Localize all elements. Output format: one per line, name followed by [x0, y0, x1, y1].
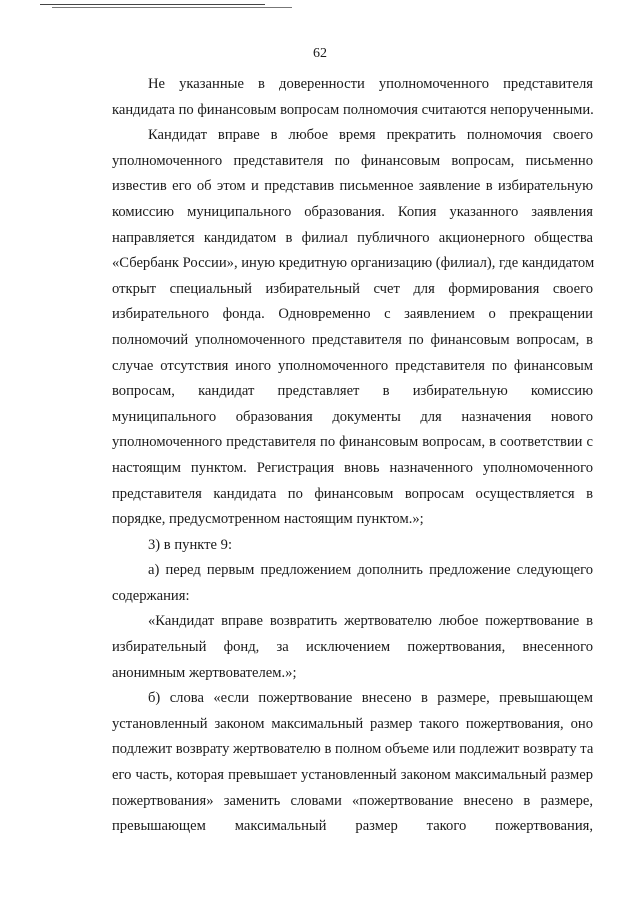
text-line: уполномоченного представителя по финансовым вопросам, письменно: [112, 152, 593, 169]
text-line: вопросам, кандидат представляет в избирательную комиссию: [112, 383, 593, 400]
page-number: 62: [313, 46, 327, 61]
text-line: настоящим пунктом. Регистрация вновь назначенного уполномоченного: [112, 459, 593, 476]
text-line: избирательный фонд, за исключением пожертвования, внесенного: [112, 639, 593, 656]
text-line: представителя кандидата по финансовым вопросам осуществляется в: [112, 485, 593, 502]
text-line: Не указанные в доверенности уполномоченного представителя: [148, 76, 593, 92]
text-line: б) слова «если пожертвование внесено в размере, превышающем: [148, 690, 593, 707]
text-line: подлежит возврату жертвователю в полном объеме или подлежит возврату та: [112, 741, 594, 758]
text-line: комиссию муниципального образования. Копия указанного заявления: [112, 203, 593, 220]
text-line: превышающем максимальный размер такого пожертвования,: [112, 818, 593, 835]
text-line: направляется кандидатом в филиал публичного акционерного общества: [112, 229, 593, 246]
document-body: [112, 72, 593, 840]
text-line: порядке, предусмотренном настоящим пунктом.»;: [112, 511, 424, 528]
text-line: открыт специальный избирательный счет для формирования своего: [112, 280, 593, 297]
text-line: случае отсутствия иного уполномоченного представителя по финансовым: [112, 357, 593, 374]
text-line: а) перед первым предложением дополнить предложение следующего: [148, 562, 593, 579]
text-line: его часть, которая превышает установленный законом максимальный размер: [112, 767, 593, 784]
text-line: уполномоченного представителя по финансовым вопросам, в соответствии с: [112, 434, 593, 451]
text-line: установленный законом максимальный размер такого пожертвования, оно: [112, 715, 593, 732]
text-line: кандидата по финансовым вопросам полномочия считаются непорученными.: [112, 101, 594, 118]
text-line: муниципального образования документы для назначения нового: [112, 408, 593, 425]
header-rule: [40, 4, 265, 5]
text-line: «Сбербанк России», иную кредитную организацию (филиал), где кандидатом: [112, 255, 595, 272]
text-line: избирательного фонда. Одновременно с заявлением о прекращении: [112, 306, 593, 323]
text-line: анонимным жертвователем.»;: [112, 664, 297, 681]
text-line: известив его об этом и представив письменное заявление в избирательную: [112, 178, 593, 195]
text-line: полномочий уполномоченного представителя по финансовым вопросам, в: [112, 331, 593, 348]
text-line: 3) в пункте 9:: [148, 536, 233, 553]
text-line: Кандидат вправе в любое время прекратить полномочия своего: [148, 127, 593, 144]
text-line: содержания:: [112, 587, 190, 604]
text-line: пожертвования» заменить словами «пожертвование внесено в размере,: [112, 792, 593, 809]
text-line: «Кандидат вправе возвратить жертвователю любое пожертвование в: [148, 613, 593, 630]
